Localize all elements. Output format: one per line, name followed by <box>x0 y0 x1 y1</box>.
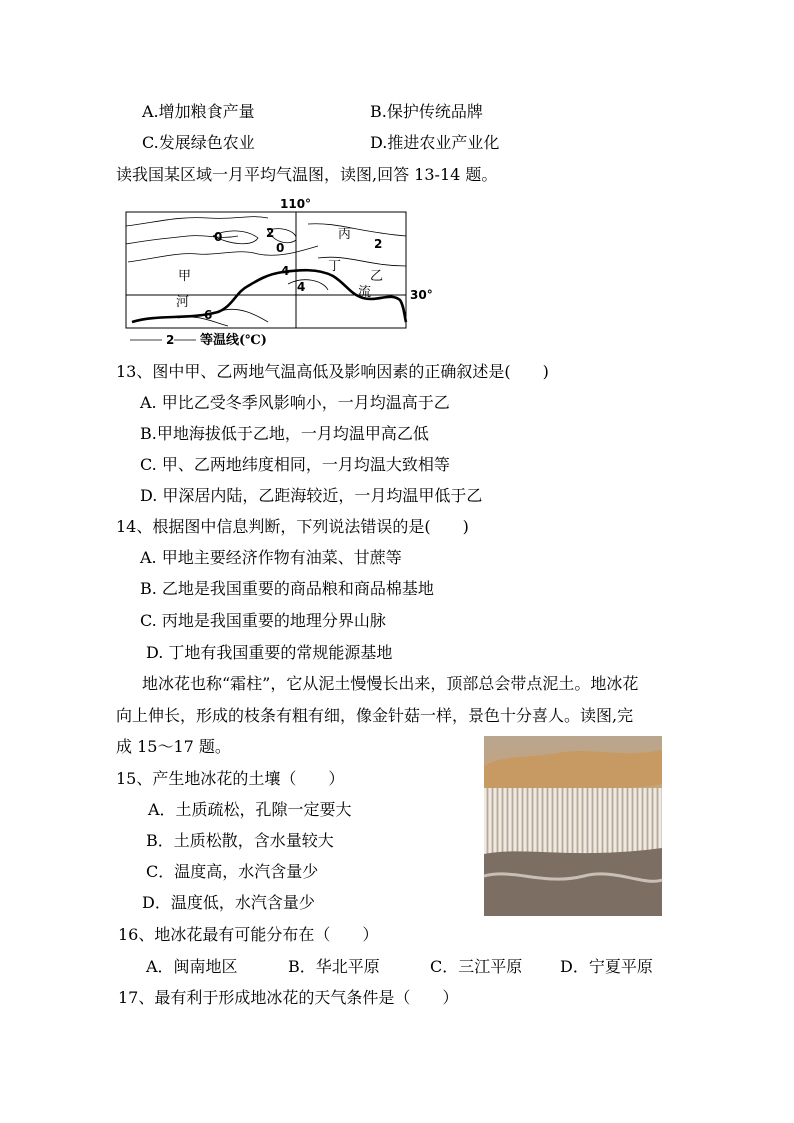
q15-stem: 15、产生地冰花的土壤（ ） <box>116 769 345 788</box>
q13-option-c: C. 甲、乙两地纬度相同，一月均温大致相等 <box>140 455 450 474</box>
intro-13-14: 读我国某区域一月平均气温图，读图,回答 13-14 题。 <box>116 165 498 184</box>
q16-option-b: B．华北平原 <box>288 957 380 976</box>
ground <box>484 848 662 916</box>
q13-stem: 13、图中甲、乙两地气温高低及影响因素的正确叙述是( ) <box>116 362 549 381</box>
place-jia: 甲 <box>178 269 192 284</box>
q12-option-a: A.增加粮食产量 <box>142 102 255 121</box>
q15-option-c: C．温度高，水汽含量少 <box>146 862 319 881</box>
intro-15-17-line1: 地冰花也称“霜柱”，它从泥土慢慢长出来，顶部总会带点泥土。地冰花 <box>142 674 639 693</box>
q14-option-b: B. 乙地是我国重要的商品粮和商品棉基地 <box>140 579 434 598</box>
river-label-liu: 流 <box>358 285 372 300</box>
q14-option-c: C. 丙地是我国重要的地理分界山脉 <box>140 611 386 630</box>
q12-option-d: D.推进农业产业化 <box>370 133 500 152</box>
isotherm-label: 2 <box>374 237 383 251</box>
q14-stem: 14、根据图中信息判断，下列说法错误的是( ) <box>116 517 469 536</box>
isotherm-label: 2 <box>266 226 275 240</box>
q12-option-c: C.发展绿色农业 <box>142 133 255 152</box>
q15-option-b: B．土质松散，含水量较大 <box>146 831 334 850</box>
legend-text: 等温线(℃) <box>200 333 267 348</box>
january-isotherm-map <box>118 196 433 348</box>
lon-label: 110° <box>280 197 312 211</box>
q14-option-a: A. 甲地主要经济作物有油菜、甘蔗等 <box>140 548 402 567</box>
ice-columns <box>484 788 662 858</box>
q13-option-b: B.甲地海拔低于乙地，一月均温甲高乙低 <box>140 424 429 443</box>
intro-15-17-line2: 向上伸长，形成的枝条有粗有细，像金针菇一样，景色十分喜人。读图,完 <box>116 706 634 725</box>
q14-option-d: D. 丁地有我国重要的常规能源基地 <box>146 643 393 662</box>
legend-num: 2 <box>166 333 175 347</box>
lat-label: 30° <box>410 288 433 302</box>
place-ding: 丁 <box>328 259 342 274</box>
q15-option-a: A．土质疏松，孔隙一定要大 <box>148 800 352 819</box>
river-label-he: 河 <box>176 295 190 310</box>
q16-option-a: A．闽南地区 <box>146 957 238 976</box>
intro-15-17-line3: 成 15～17 题。 <box>116 737 231 756</box>
q13-option-d: D. 甲深居内陆，乙距海较近，一月均温甲低于乙 <box>140 486 483 505</box>
frost-column-photo <box>484 736 662 916</box>
place-bing: 丙 <box>338 227 352 242</box>
q16-stem: 16、地冰花最有可能分布在（ ） <box>118 925 379 944</box>
q16-option-c: C．三江平原 <box>430 957 523 976</box>
isotherm-label: 4 <box>281 264 290 278</box>
isotherm-label: 0 <box>276 241 285 255</box>
isotherm-label: 6 <box>204 308 213 322</box>
isotherm-label: 4 <box>297 280 306 294</box>
q13-option-a: A. 甲比乙受冬季风影响小，一月均温高于乙 <box>140 393 450 412</box>
q16-option-d: D．宁夏平原 <box>560 957 653 976</box>
place-yi: 乙 <box>370 269 384 284</box>
isotherm-label: 0 <box>214 230 223 244</box>
q12-option-b: B.保护传统品牌 <box>370 102 483 121</box>
q17-stem: 17、最有利于形成地冰花的天气条件是（ ） <box>118 988 459 1007</box>
q15-option-d: D．温度低，水汽含量少 <box>142 893 315 912</box>
